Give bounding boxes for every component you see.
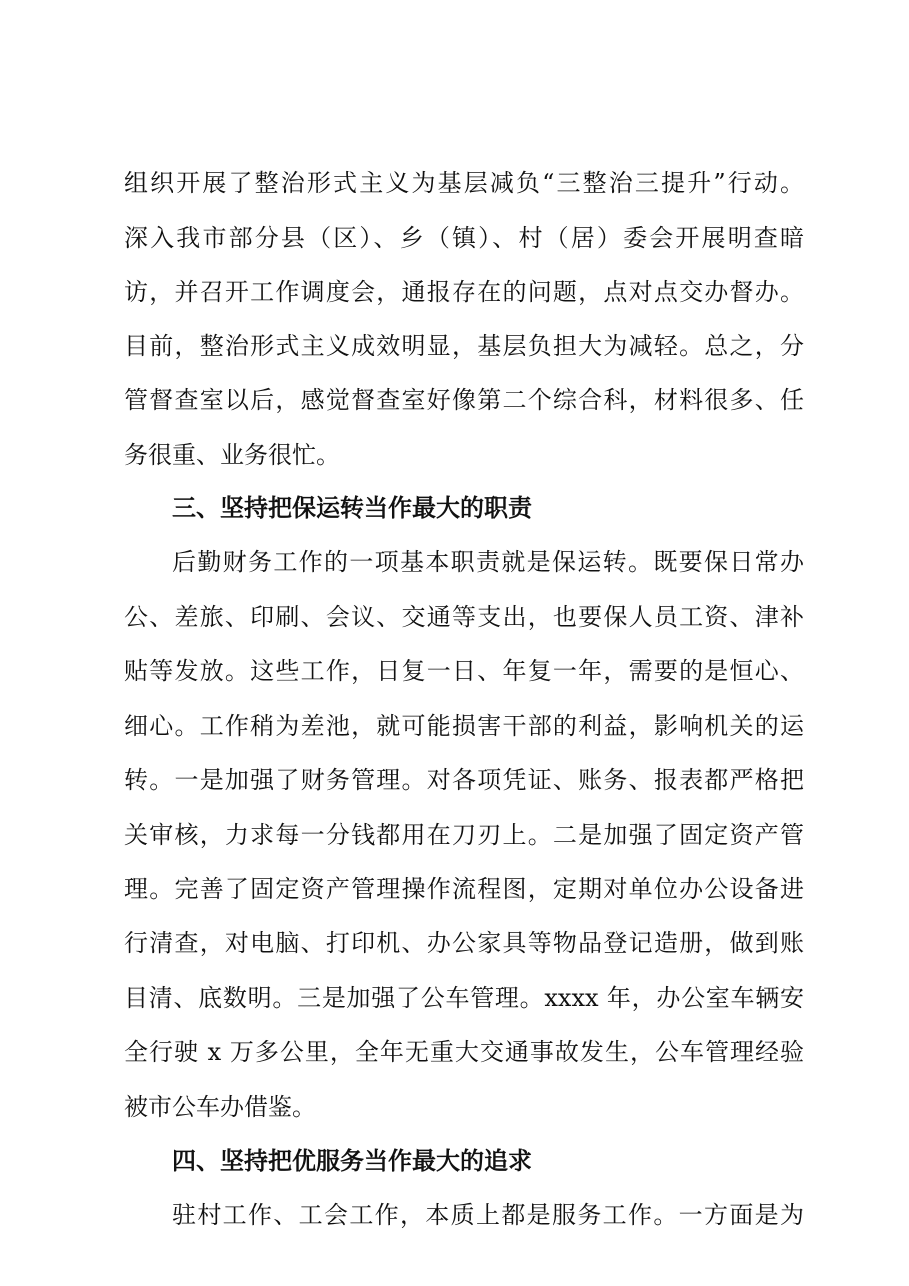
paragraph-line: 目清、底数明。三是加强了公车管理。xxxx 年，办公室车辆安 <box>124 984 804 1012</box>
section-heading: 四、坚持把优服务当作最大的追求 <box>172 1147 532 1175</box>
paragraph-line: 细心。工作稍为差池，就可能损害干部的利益，影响机关的运 <box>124 712 804 740</box>
paragraph-line: 关审核，力求每一分钱都用在刀刃上。二是加强了固定资产管 <box>124 821 804 849</box>
paragraph-line: 行清查，对电脑、打印机、办公家具等物品登记造册，做到账 <box>124 929 804 957</box>
paragraph-line: 访，并召开工作调度会，通报存在的问题，点对点交办督办。 <box>124 278 804 306</box>
paragraph-line: 被市公车办借鉴。 <box>124 1093 316 1121</box>
paragraph-line: 全行驶 x 万多公里，全年无重大交通事故发生，公车管理经验 <box>124 1038 804 1066</box>
paragraph-line: 组织开展了整治形式主义为基层减负“三整治三提升”行动。 <box>124 169 804 197</box>
paragraph-line: 贴等发放。这些工作，日复一日、年复一年，需要的是恒心、 <box>124 657 804 685</box>
paragraph-line: 管督查室以后，感觉督查室好像第二个综合科，材料很多、任 <box>124 386 804 414</box>
paragraph-line: 公、差旅、印刷、会议、交通等支出，也要保人员工资、津补 <box>124 603 804 631</box>
paragraph-line: 目前，整治形式主义成效明显，基层负担大为减轻。总之，分 <box>124 332 804 360</box>
paragraph-line: 驻村工作、工会工作，本质上都是服务工作。一方面是为 <box>172 1201 804 1229</box>
paragraph-line: 务很重、业务很忙。 <box>124 441 340 469</box>
paragraph-line: 后勤财务工作的一项基本职责就是保运转。既要保日常办 <box>172 548 804 576</box>
paragraph-line: 深入我市部分县（区）、乡（镇）、村（居）委会开展明查暗 <box>124 224 804 252</box>
section-heading: 三、坚持把保运转当作最大的职责 <box>172 494 532 522</box>
paragraph-line: 理。完善了固定资产管理操作流程图，定期对单位办公设备进 <box>124 875 804 903</box>
paragraph-line: 转。一是加强了财务管理。对各项凭证、账务、报表都严格把 <box>124 766 804 794</box>
